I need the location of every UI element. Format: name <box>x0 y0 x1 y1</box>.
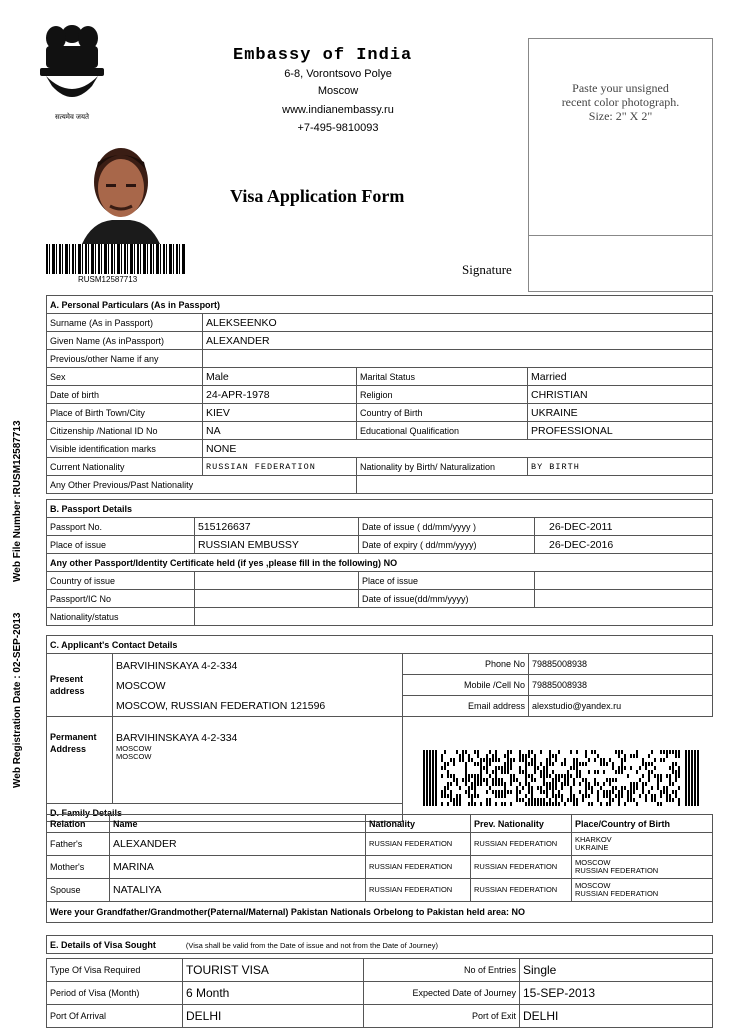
applicant-photo <box>82 140 160 244</box>
passport-ic-label: Passport/IC No <box>47 590 195 608</box>
other-passport-row <box>47 554 713 572</box>
pakistan-question-label: Were your Grandfather/Grandmother(Paternal/Maternal) Pakistan Nationals Orbelong to Pakistan held area: <box>50 907 509 917</box>
embassy-phone: +7-495-9810093 <box>297 122 379 134</box>
permanent-address-label: Permanent Address <box>47 717 113 804</box>
education-value: PROFESSIONAL <box>528 422 713 440</box>
date-of-expiry-label: Date of expiry ( dd/mm/yyyy) <box>359 536 535 554</box>
pob-spouse-city: MOSCOW <box>575 881 611 890</box>
section-a-table <box>46 295 713 494</box>
surname-value: ALEKSEENKO <box>203 314 713 332</box>
nationality-status-value <box>195 608 713 626</box>
other-passport-label: Any other Passport/Identity Certificate held (if yes ,please fill in the following) <box>50 557 382 568</box>
nat-father: RUSSIAN FEDERATION <box>366 833 471 856</box>
photo-instruction-3: Size: 2" X 2" <box>588 109 653 123</box>
family-header-nationality: Nationality <box>366 815 471 833</box>
pob-mother <box>572 856 713 879</box>
embassy-name: Embassy of India <box>233 46 413 65</box>
present-address-label: Present address <box>47 654 113 717</box>
pob-father <box>572 833 713 856</box>
given-name-label: Given Name (As inPassport) <box>47 332 203 350</box>
citizenship-label: Citizenship /National ID No <box>47 422 203 440</box>
family-header-place-of-birth: Place/Country of Birth <box>572 815 713 833</box>
family-row <box>47 879 713 902</box>
date-of-issue-2-label: Date of issue(dd/mm/yyyy) <box>359 590 535 608</box>
nationality-label: Current Nationality <box>47 458 203 476</box>
port-exit-label: Port of Exit <box>364 1005 520 1028</box>
given-name-value: ALEXANDER <box>203 332 713 350</box>
date-of-issue-value: 26-DEC-2011 <box>535 518 713 536</box>
marital-value: Married <box>528 368 713 386</box>
relation-mother: Mother's <box>47 856 110 879</box>
present-address-value <box>113 654 403 717</box>
permanent-address-line-2: MOSCOW <box>116 744 152 753</box>
pob-mother-city: MOSCOW <box>575 858 611 867</box>
pob-father-country: UKRAINE <box>575 843 609 852</box>
country-of-issue-value <box>195 572 359 590</box>
sex-label: Sex <box>47 368 203 386</box>
date-of-expiry-value: 26-DEC-2016 <box>535 536 713 554</box>
name-mother: MARINA <box>110 856 366 879</box>
signature-box <box>528 235 713 292</box>
pob-spouse <box>572 879 713 902</box>
permanent-address-line-1: BARVIHINSKAYA 4-2-334 <box>116 732 238 744</box>
mobile-value: 79885008938 <box>529 675 713 696</box>
relation-spouse: Spouse <box>47 879 110 902</box>
port-arrival-value: DELHI <box>183 1005 364 1028</box>
side-registration-date: Web Registration Date : 02-SEP-2013 <box>12 612 23 788</box>
port-arrival-label: Port Of Arrival <box>47 1005 183 1028</box>
marks-value: NONE <box>203 440 713 458</box>
visa-type-value: TOURIST VISA <box>183 959 364 982</box>
journey-date-value: 15-SEP-2013 <box>520 982 713 1005</box>
place-of-issue-2-value <box>535 572 713 590</box>
previous-name-label: Previous/other Name if any <box>47 350 203 368</box>
relation-father: Father's <box>47 833 110 856</box>
port-exit-value: DELHI <box>520 1005 713 1028</box>
phone-value: 79885008938 <box>529 654 713 675</box>
passport-no-value: 515126637 <box>195 518 359 536</box>
passport-ic-value <box>195 590 359 608</box>
pob-father-city: KHARKOV <box>575 835 612 844</box>
pob-mother-country: RUSSIAN FEDERATION <box>575 866 659 875</box>
prev-nat-mother: RUSSIAN FEDERATION <box>471 856 572 879</box>
pob-label: Place of Birth Town/City <box>47 404 203 422</box>
mobile-label: Mobile /Cell No <box>403 675 529 696</box>
pakistan-question-value: NO <box>511 907 525 917</box>
marks-label: Visible identification marks <box>47 440 203 458</box>
family-header-prev-nationality: Prev. Nationality <box>471 815 572 833</box>
nat-spouse: RUSSIAN FEDERATION <box>366 879 471 902</box>
present-address-line-2: MOSCOW <box>116 680 166 692</box>
permanent-address-value <box>113 717 403 804</box>
photo-instruction-1: Paste your unsigned <box>572 81 669 95</box>
embassy-website: www.indianembassy.ru <box>282 104 394 116</box>
date-of-issue-2-value <box>535 590 713 608</box>
previous-name-value <box>203 350 713 368</box>
journey-date-label: Expected Date of Journey <box>364 982 520 1005</box>
phone-label: Phone No <box>403 654 529 675</box>
photo-instruction-2: recent color photograph. <box>561 95 680 109</box>
passport-no-label: Passport No. <box>47 518 195 536</box>
pob-spouse-country: RUSSIAN FEDERATION <box>575 889 659 898</box>
section-e-note: (Visa shall be valid from the Date of issue and not from the Date of Journey) <box>185 940 438 950</box>
cob-value: UKRAINE <box>528 404 713 422</box>
pob-value: KIEV <box>203 404 357 422</box>
side-file-number: Web File Number :RUSM12587713 <box>12 420 23 582</box>
permanent-address-line-3: MOSCOW <box>116 752 152 761</box>
section-e-header <box>47 936 713 954</box>
citizenship-value: NA <box>203 422 357 440</box>
sex-value: Male <box>203 368 357 386</box>
present-address-line-3: MOSCOW, RUSSIAN FEDERATION 121596 <box>116 700 326 712</box>
family-row <box>47 833 713 856</box>
pdf417-barcode <box>423 750 699 806</box>
email-value: alexstudio@yandex.ru <box>529 696 713 717</box>
entries-value: Single <box>520 959 713 982</box>
surname-label: Surname (As in Passport) <box>47 314 203 332</box>
religion-value: CHRISTIAN <box>528 386 713 404</box>
place-of-issue-label: Place of issue <box>47 536 195 554</box>
applicant-barcode <box>46 244 186 274</box>
section-a-title: A. Personal Particulars (As in Passport) <box>47 296 713 314</box>
signature-label: Signature <box>462 262 512 277</box>
visa-type-label: Type Of Visa Required <box>47 959 183 982</box>
cob-label: Country of Birth <box>357 404 528 422</box>
religion-label: Religion <box>357 386 528 404</box>
present-address-line-1: BARVIHINSKAYA 4-2-334 <box>116 660 238 672</box>
other-passport-value: NO <box>383 557 398 568</box>
name-father: ALEXANDER <box>110 833 366 856</box>
emblem-caption: सत्यमेव जयते <box>54 114 90 121</box>
place-of-issue-2-label: Place of issue <box>359 572 535 590</box>
family-row <box>47 856 713 879</box>
country-of-issue-label: Country of issue <box>47 572 195 590</box>
prev-nationality-value <box>357 476 713 494</box>
prev-nat-father: RUSSIAN FEDERATION <box>471 833 572 856</box>
family-header-relation: Relation <box>47 815 110 833</box>
nat-mother: RUSSIAN FEDERATION <box>366 856 471 879</box>
nationality-status-label: Nationality/status <box>47 608 195 626</box>
dob-label: Date of birth <box>47 386 203 404</box>
period-value: 6 Month <box>183 982 364 1005</box>
period-label: Period of Visa (Month) <box>47 982 183 1005</box>
section-c-title: C. Applicant's Contact Details <box>47 636 713 654</box>
family-header-name: Name <box>110 815 366 833</box>
national-emblem <box>32 12 112 120</box>
name-spouse: NATALIYA <box>110 879 366 902</box>
date-of-issue-label: Date of issue ( dd/mm/yyyy ) <box>359 518 535 536</box>
barcode-text: RUSM12587713 <box>78 275 138 284</box>
embassy-address-2: Moscow <box>317 85 359 97</box>
embassy-address-1: 6-8, Vorontsovo Polye <box>284 68 392 80</box>
photo-paste-box <box>528 38 713 236</box>
section-d-table <box>46 814 713 923</box>
place-of-issue-value: RUSSIAN EMBUSSY <box>195 536 359 554</box>
nat-by-label: Nationality by Birth/ Naturalization <box>357 458 528 476</box>
section-e-table <box>46 935 713 1028</box>
prev-nat-spouse: RUSSIAN FEDERATION <box>471 879 572 902</box>
email-label: Email address <box>403 696 529 717</box>
section-d-title: D. Family Details <box>47 804 403 822</box>
section-b-table <box>46 499 713 626</box>
section-e-title: E. Details of Visa Sought <box>50 939 156 950</box>
prev-nationality-label: Any Other Previous/Past Nationality <box>47 476 357 494</box>
marital-label: Marital Status <box>357 368 528 386</box>
dob-value: 24-APR-1978 <box>203 386 357 404</box>
entries-label: No of Entries <box>364 959 520 982</box>
nat-by-value: BY BIRTH <box>528 458 713 476</box>
education-label: Educational Qualification <box>357 422 528 440</box>
nationality-value: RUSSIAN FEDERATION <box>203 458 357 476</box>
pakistan-question-row <box>47 902 713 923</box>
form-title: Visa Application Form <box>230 186 405 206</box>
section-b-title: B. Passport Details <box>47 500 713 518</box>
